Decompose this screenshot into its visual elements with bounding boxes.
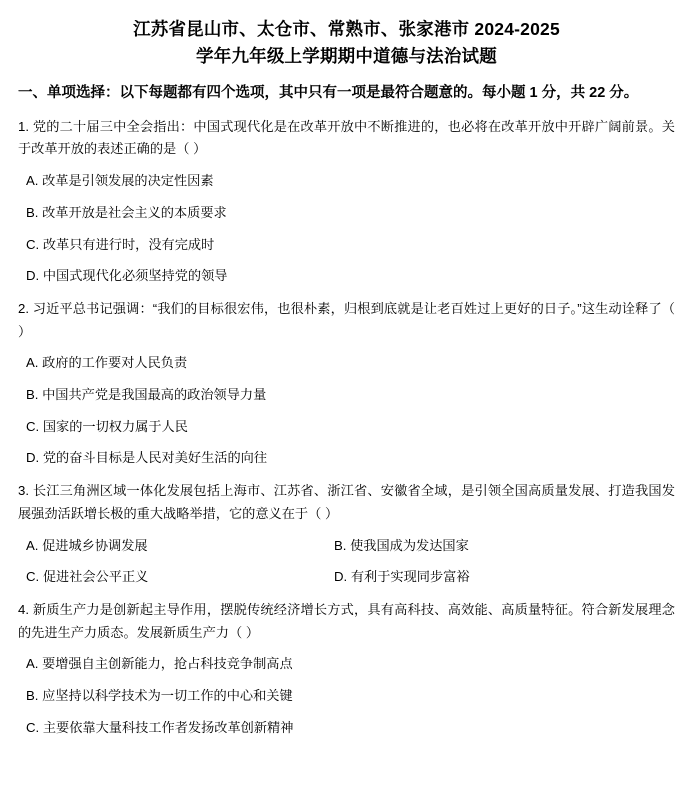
question-option-row xyxy=(18,535,675,558)
question-option[interactable]: C. 改革只有进行时，没有完成时 xyxy=(26,236,215,252)
question-stem: 3. 长江三角洲区域一体化发展包括上海市、江苏省、浙江省、安徽省全域，是引领全国高质量发展、打造我国发展强劲活跃增长极的重大战略举措，它的意义在于（ ） xyxy=(18,483,675,521)
question-option[interactable]: C. 国家的一切权力属于人民 xyxy=(26,418,188,434)
page-title-line-1: 江苏省昆山市、太仓市、常熟市、张家港市 2024-2025 xyxy=(133,19,560,39)
question-option[interactable]: C. 主要依靠大量科技工作者发扬改革创新精神 xyxy=(26,719,294,735)
page-title xyxy=(18,16,675,70)
question-option[interactable]: A. 政府的工作要对人民负责 xyxy=(26,355,188,371)
question-option[interactable]: B. 改革开放是社会主义的本质要求 xyxy=(26,204,227,220)
question-block xyxy=(18,599,675,740)
question-option[interactable]: D. 中国式现代化必须坚持党的领导 xyxy=(26,268,228,284)
question-block xyxy=(18,298,675,470)
question-block xyxy=(18,116,675,288)
question-option[interactable]: C. 促进社会公平正义 xyxy=(26,569,149,585)
question-option[interactable]: B. 应坚持以科学技术为一切工作的中心和关键 xyxy=(26,688,293,704)
question-option[interactable]: B. 使我国成为发达国家 xyxy=(334,537,469,553)
question-option[interactable]: A. 要增强自主创新能力，抢占科技竞争制高点 xyxy=(26,656,293,672)
question-option[interactable]: A. 促进城乡协调发展 xyxy=(26,537,148,553)
question-option[interactable]: B. 中国共产党是我国最高的政治领导力量 xyxy=(26,387,267,403)
question-stem: 1. 党的二十届三中全会指出：中国式现代化是在改革开放中不断推进的，也必将在改革开放中开辟广阔前景。关于改革开放的表述正确的是（ ） xyxy=(18,118,675,157)
page-title-line-2: 学年九年级上学期期中道德与法治试题 xyxy=(196,46,497,67)
question-option[interactable]: A. 改革是引领发展的决定性因素 xyxy=(26,173,214,189)
section-heading: 一、单项选择：以下每题都有四个选项，其中只有一项是最符合题意的。每小题 1 分，共 22 分。 xyxy=(18,85,639,102)
question-option[interactable]: D. 有利于实现同步富裕 xyxy=(334,569,470,585)
question-stem: 2. 习近平总书记强调：“我们的目标很宏伟，也很朴素，归根到底就是让老百姓过上更好的日子。”这生动诠释了（ ） xyxy=(18,300,675,339)
question-option-row xyxy=(18,566,675,589)
question-block xyxy=(18,480,675,589)
question-stem: 4. 新质生产力是创新起主导作用，摆脱传统经济增长方式，具有高科技、高效能、高质量特征。符合新发展理念的先进生产力质态。发展新质生产力（ ） xyxy=(18,601,675,640)
question-option[interactable]: D. 党的奋斗目标是人民对美好生活的向往 xyxy=(26,450,268,466)
